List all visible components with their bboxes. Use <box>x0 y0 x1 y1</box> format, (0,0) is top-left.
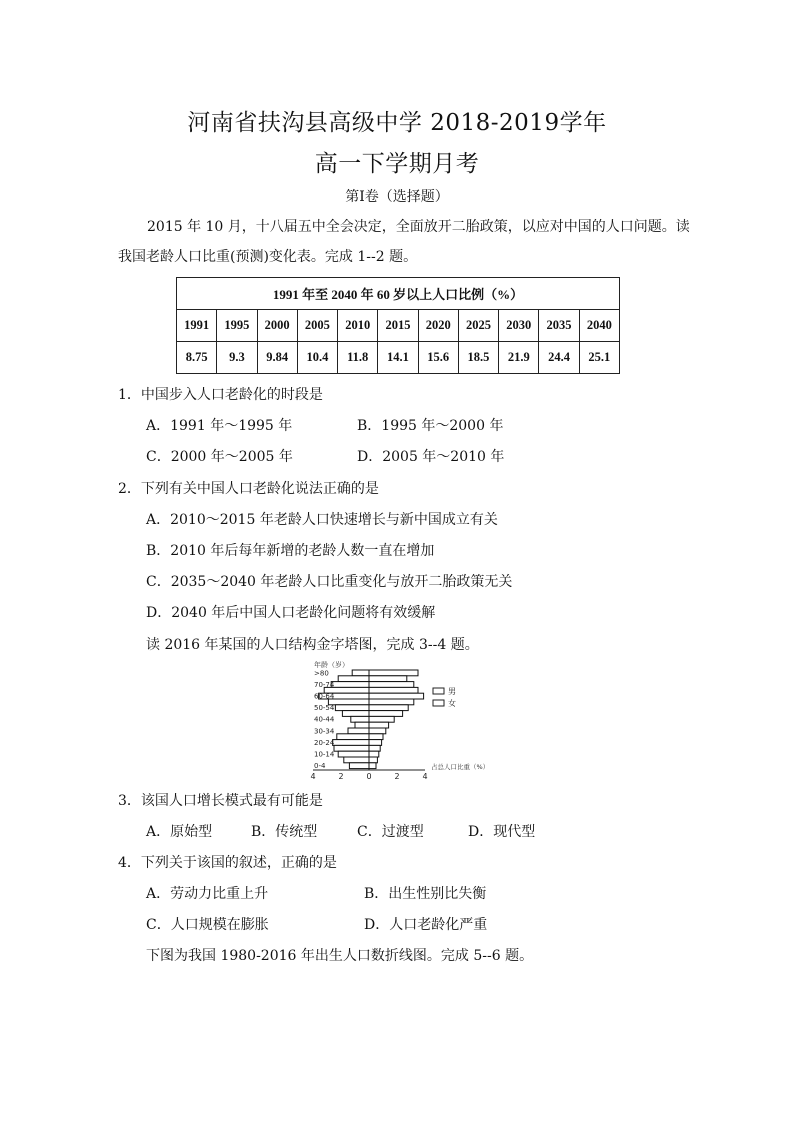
bar-male <box>342 711 369 717</box>
value-cell: 18.5 <box>458 342 498 374</box>
pyramid-intro: 读 2016 年某国的人口结构金字塔图，完成 3--4 题。 <box>146 637 479 653</box>
value-cell: 8.75 <box>177 342 217 374</box>
outro-text: 下图为我国 1980-2016 年出生人口数折线图。完成 5--6 题。 <box>146 948 534 964</box>
age-group-label: 0-4 <box>314 762 326 771</box>
year-cell: 2010 <box>338 310 378 342</box>
value-cell: 25.1 <box>579 342 619 374</box>
year-cell: 1991 <box>177 310 217 342</box>
table-row-years <box>177 310 620 342</box>
question-3-stem: 3．该国人口增长模式最有可能是 <box>118 793 323 809</box>
bar-male <box>352 670 369 676</box>
x-axis-label: 占总人口比重（%） <box>431 763 490 771</box>
bar-female <box>369 751 379 757</box>
legend-female-swatch <box>433 700 444 706</box>
bar-male <box>328 699 369 705</box>
age-group-label: >80 <box>314 669 329 678</box>
bar-male <box>337 734 369 740</box>
legend-male-label: 男 <box>448 687 456 696</box>
value-cell: 9.84 <box>257 342 297 374</box>
bar-female <box>369 705 408 711</box>
table-title: 1991 年至 2040 年 60 岁以上人口比例（%） <box>177 278 620 310</box>
age-group-label: 40-44 <box>314 715 335 724</box>
x-tick-label: 2 <box>394 772 400 781</box>
x-tick-label: 0 <box>366 772 372 781</box>
bar-female <box>369 693 424 699</box>
year-cell: 2000 <box>257 310 297 342</box>
bar-female <box>369 699 414 705</box>
elderly-ratio-table <box>176 277 620 374</box>
bar-female <box>369 734 383 740</box>
q2-option-b: B．2010 年后每年新增的老龄人数一直在增加 <box>146 543 435 559</box>
bar-male <box>338 751 369 757</box>
age-group-label: 20-24 <box>314 738 335 747</box>
bar-female <box>369 670 418 676</box>
y-axis-label: 年龄（岁） <box>314 661 349 669</box>
q2-option-c: C．2035～2040 年老龄人口比重变化与放开二胎政策无关 <box>146 574 513 590</box>
question-2-stem: 2．下列有关中国人口老龄化说法正确的是 <box>118 481 379 497</box>
bar-female <box>369 763 376 769</box>
question-1-stem: 1．中国步入人口老龄化的时段是 <box>118 387 323 403</box>
x-tick-label: 2 <box>338 772 344 781</box>
q1-option-b: B．1995 年～2000 年 <box>357 418 504 434</box>
bar-male <box>351 716 369 722</box>
year-cell: 2025 <box>458 310 498 342</box>
year-cell: 2020 <box>418 310 458 342</box>
bar-male <box>348 728 369 734</box>
age-group-label: 10-14 <box>314 750 335 759</box>
q1-option-a: A．1991 年～1995 年 <box>146 418 293 434</box>
q4-option-b: B．出生性别比失衡 <box>364 886 487 902</box>
bar-female <box>369 740 382 746</box>
q3-option-c: C．过渡型 <box>357 824 424 840</box>
bar-female <box>369 676 407 682</box>
bar-female <box>369 687 418 693</box>
value-cell: 21.9 <box>499 342 539 374</box>
bar-male <box>344 757 369 763</box>
intro-line-2: 我国老龄人口比重(预测)变化表。完成 1--2 题。 <box>118 249 418 265</box>
value-cell: 24.4 <box>539 342 579 374</box>
bar-male <box>331 682 369 688</box>
value-cell: 9.3 <box>217 342 257 374</box>
value-cell: 15.6 <box>418 342 458 374</box>
bar-female <box>369 728 386 734</box>
population-pyramid-chart <box>300 658 490 782</box>
year-cell: 2035 <box>539 310 579 342</box>
q1-option-d: D．2005 年～2010 年 <box>357 449 505 465</box>
value-cell: 10.4 <box>297 342 337 374</box>
q4-option-a: A．劳动力比重上升 <box>146 886 269 902</box>
q3-option-a: A．原始型 <box>146 824 213 840</box>
bar-female <box>369 745 380 751</box>
year-cell: 2005 <box>297 310 337 342</box>
bar-female <box>369 722 389 728</box>
year-cell: 1995 <box>217 310 257 342</box>
bar-female <box>369 682 414 688</box>
q4-option-d: D．人口老龄化严重 <box>364 917 488 933</box>
bar-male <box>333 740 369 746</box>
q3-option-b: B．传统型 <box>251 824 318 840</box>
bar-male <box>338 676 369 682</box>
section-heading: 第Ⅰ卷（选择题） <box>345 189 449 205</box>
q2-option-a: A．2010～2015 年老龄人口快速增长与新中国成立有关 <box>146 512 498 528</box>
value-cell: 11.8 <box>338 342 378 374</box>
bar-female <box>369 757 377 763</box>
year-cell: 2030 <box>499 310 539 342</box>
x-tick-label: 4 <box>422 772 428 781</box>
bar-female <box>369 716 394 722</box>
q3-option-d: D．现代型 <box>468 824 536 840</box>
exam-title: 河南省扶沟县高级中学 2018-2019学年 <box>187 110 607 136</box>
bar-male <box>335 705 369 711</box>
bar-male <box>349 763 369 769</box>
age-group-label: 60-64 <box>314 692 335 701</box>
x-tick-label: 4 <box>310 772 316 781</box>
year-cell: 2040 <box>579 310 619 342</box>
legend-male-swatch <box>433 688 444 694</box>
age-group-label: 70-74 <box>314 680 335 689</box>
bar-female <box>369 711 403 717</box>
q4-option-c: C．人口规模在膨胀 <box>146 917 269 933</box>
exam-subtitle: 高一下学期月考 <box>314 151 480 177</box>
year-cell: 2015 <box>378 310 418 342</box>
value-cell: 14.1 <box>378 342 418 374</box>
intro-line-1: 2015 年 10 月，十八届五中全会决定，全面放开二胎政策，以应对中国的人口问题。读 <box>147 219 690 235</box>
q2-option-d: D．2040 年后中国人口老龄化问题将有效缓解 <box>146 605 436 621</box>
table-row-values <box>177 342 620 374</box>
question-4-stem: 4．下列关于该国的叙述，正确的是 <box>118 855 337 871</box>
bar-male <box>355 722 369 728</box>
q1-option-c: C．2000 年～2005 年 <box>146 449 293 465</box>
legend-female-label: 女 <box>448 699 456 708</box>
bar-male <box>334 745 369 751</box>
age-group-label: 50-54 <box>314 704 335 713</box>
age-group-label: 30-34 <box>314 727 335 736</box>
